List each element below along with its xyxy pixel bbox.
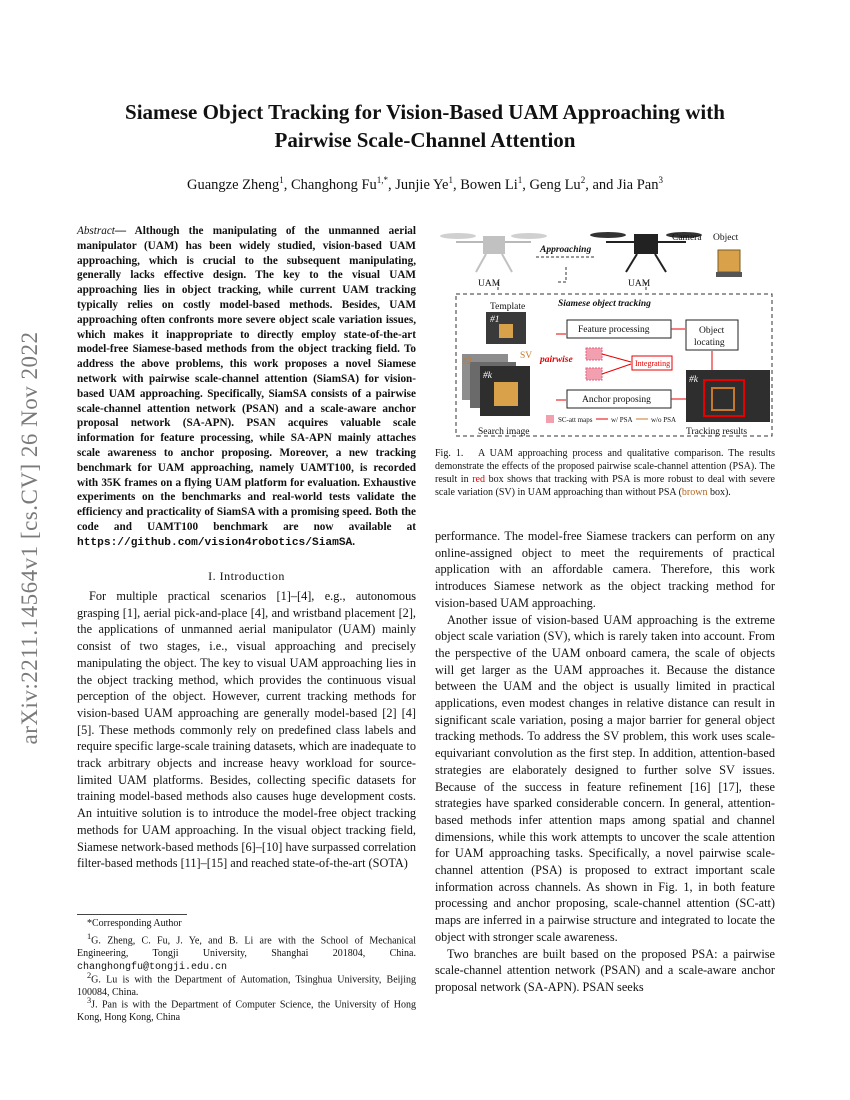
- abstract-text: — Although the manipulating of the unmanned aerial manipulator (UAM) has been widely studied, vision-based UAM approaching, which is crucial to the subsequent manipulating, generally lacks effective design. The key to the visual UAM approaching lies in object tracking, while current UAM tracking typically relies on costly model-based methods. Besides, UAM approaching often confronts more severe object scale variation issues, which makes it inappropriate to directly employ state-of-the-art model-free Siamese-based methods from the object tracking field. To address the above problems, this work proposes a novel Siamese network with pairwise scale-channel attention (SiamSA) for vision-based UAM approaching. Specifically, SiamSA consists of a pairwise scale-channel attention network (PSAN) and a scale-aware anchor proposal network (SA-APN). PSAN acquires valuable scale information for feature processing, while SA-APN mainly attaches scale awareness to anchor proposing. Moreover, a new tracking benchmark for UAM approaching, namely UAMT100, is recorded with 35K frames on a flying UAM platform for evaluation. Exhaustive experiments on the benchmarks and real-world tests validate the efficiency and practicality of SiamSA with a promising speed. Both the code and UAMT100 benchmark are now available at: [77, 225, 416, 533]
- email-link[interactable]: changhongfu@tongji.edu.cn: [77, 961, 228, 973]
- tracking-results-label: Tracking results: [686, 427, 748, 437]
- uam-label-left: UAM: [478, 279, 501, 289]
- camera-label: Camera: [672, 233, 702, 243]
- paragraph: Another issue of vision-based UAM approaching is the extreme object scale variation (SV), which is rarely taken into account. From the perspective of the UAM onboard camera, the scale of objects will get larger as the UAM approaches it. Because the distance between the UAM and the object is usually limited in practical applications, even modest changes in relative distance can result in significant scale variation, posing a major barrier for general object tracking methods. To address the SV problem, this work uses scale-equivariant convolution as the first step. In addition, attention-based strategies are elaborately designed to further solve SV issues. Because of the success in feature refinement [16] [17], these strategies have sparked considerable concern. In general, attention-based methods infer attention maps among spatial and channel dimensions, while this work attempts to uncover the scale attention for UAM approaching tasks. Specifically, a novel pairwise scale-channel attention (PSA) is proposed to extract important scale information across channels. As shown in Fig. 1, in both feature processing and anchor proposing, scale-channel attention (SC-att) maps are inferred in a pairwise structure and integrated to locate the object with stronger scale awareness.: [435, 612, 775, 944]
- frame-number-k: #k: [483, 371, 492, 381]
- author: Junjie Ye$^1$: [395, 175, 453, 193]
- title-line-1: Siamese Object Tracking for Vision-Based UAM Approaching with: [125, 100, 725, 124]
- sc-att-map: [586, 348, 602, 360]
- footnote-divider: [77, 914, 187, 915]
- intro-paragraph: [77, 588, 416, 872]
- abstract: [77, 224, 416, 551]
- approaching-label: Approaching: [540, 245, 592, 255]
- footnote-2: $^2$G. Lu is with the Department of Automation, Tsinghua University, Beijing 100084, China.: [77, 971, 416, 999]
- frame-number-1: #1: [490, 315, 500, 325]
- abstract-label: Abstract: [77, 225, 115, 237]
- siamese-label: Siamese object tracking: [558, 299, 651, 309]
- author: Jia Pan$^3$: [617, 175, 663, 193]
- feature-processing-label: Feature processing: [578, 325, 650, 335]
- caption-red-word: red: [472, 474, 485, 485]
- uam-drone-faded: [440, 233, 547, 272]
- object-label: Object: [713, 233, 739, 243]
- authors-conjunction: and: [592, 176, 614, 193]
- caption-text: A UAM approaching process and qualitative comparison. The results demonstrate the effects of the proposed pairwise scale-channel attention (PSA). The result in: [435, 448, 775, 485]
- legend-sc-att-swatch: [546, 415, 554, 423]
- object-box: [718, 250, 740, 272]
- paper-title: [60, 98, 790, 154]
- legend-sc-att: SC-att maps: [558, 416, 593, 424]
- tracking-result-image: [686, 370, 770, 422]
- footnote-corresponding: *Corresponding Author: [87, 918, 182, 929]
- object-stand: [716, 272, 742, 277]
- legend-nopsa: w/o PSA: [651, 416, 677, 424]
- caption-brown-word: brown: [681, 487, 708, 498]
- figure-1-diagram: [436, 222, 776, 444]
- code-link[interactable]: https://github.com/vision4robotics/SiamSA: [77, 536, 353, 549]
- paragraph: Two branches are built based on the proposed PSA: a pairwise scale-channel attention network (PSAN) and a scale-aware anchor proposal network (SA-APN). PSAN seeks: [435, 946, 775, 994]
- author-list: Guangze Zheng$^1$, Changhong $Fu^{1,*}$, Junjie Ye$^1$, Bowen Li$^1$, Geng Lu$^2$, and Jia Pan$^3$: [187, 175, 663, 193]
- caption-label: Fig. 1.: [435, 448, 464, 459]
- section-heading: I. Introduction: [208, 569, 285, 583]
- author: Bowen Li$^1$: [460, 175, 523, 193]
- search-object: [494, 382, 518, 406]
- pairwise-label: pairwise: [540, 355, 573, 365]
- caption-text: box shows that tracking with PSA is more robust to deal with severe scale variation (SV) in UAM approaching than without PSA (: [435, 474, 775, 498]
- template-object: [499, 324, 513, 338]
- author: Changhong $Fu^{1,*}$: [290, 175, 389, 193]
- footnote-3: $^3$J. Pan is with the Department of Computer Science, the University of Hong Kong, Hong Kong, China: [77, 996, 416, 1024]
- object-locating-label-1: Object: [699, 326, 725, 336]
- search-image-label: Search image: [478, 427, 530, 437]
- intro-text: For multiple practical scenarios [1]–[4], e.g., autonomous grasping [1], aerial pick-and-place [4], and wristband placement [2], the applications of unmanned aerial manipulator (UAM) mainly consist of two stages, i.e., visual approaching and precisely manipulating the object. The key to visual UAM approaching lies in the object tracking method, which provides the continuous visual perception of the object. However, current tracking methods for vision-based UAM approaching are generally model-based [2] [4] [5]. These methods commonly rely on predefined class labels and require specific large-scale training datasets, which are inadequate to track arbitrary objects and increase heavy workload for source-limited UAM platforms. Besides, collecting specific datasets for training model-based methods also causes huge development costs. An intuitive solution is to introduce the model-free object tracking methods for UAM approaching. In the visual object tracking field, Siamese network-based methods [6]–[10] have surpassed correlation filter-based methods [11]–[15] and reached state-of-the-art (SOTA): [77, 589, 416, 871]
- object-locating-label-2: locating: [694, 338, 725, 348]
- sc-att-map: [586, 368, 602, 380]
- result-frame-number: #k: [689, 375, 698, 385]
- uam-connectors: [498, 267, 646, 290]
- template-label: Template: [490, 302, 526, 312]
- abstract-period: .: [352, 535, 356, 548]
- author: Guangze Zheng$^1$: [187, 175, 284, 193]
- title-line-2: Pairwise Scale-Channel Attention: [274, 128, 576, 152]
- right-column-text: [435, 528, 775, 996]
- uam-label-right: UAM: [628, 279, 651, 289]
- paragraph: performance. The model-free Siamese trackers can perform on any online-assigned object to meet the requirements of practical application with an affordable camera. Therefore, this work introduces Siamese network as the object tracking method for vision-based UAM approaching.: [435, 529, 775, 610]
- caption-text: box).: [707, 487, 731, 498]
- author: Geng Lu$^2$: [529, 175, 586, 193]
- figure-caption: [435, 447, 775, 499]
- legend-psa: w/ PSA: [611, 416, 633, 424]
- integrating-label: Integrating: [635, 359, 671, 368]
- pairwise-arrows: [602, 354, 631, 374]
- footnote-1: $^1$G. Zheng, C. Fu, J. Ye, and B. Li are with the School of Mechanical Engineering, Tongji University, Shanghai 201804, China. changhongfu@tongji.edu.cn: [77, 932, 416, 973]
- sv-label: SV: [520, 351, 533, 361]
- anchor-proposing-label: Anchor proposing: [582, 395, 651, 405]
- arxiv-identifier: arXiv:2211.14564v1 [cs.CV] 26 Nov 2022: [17, 331, 42, 745]
- frame-number-2: #2: [462, 357, 472, 367]
